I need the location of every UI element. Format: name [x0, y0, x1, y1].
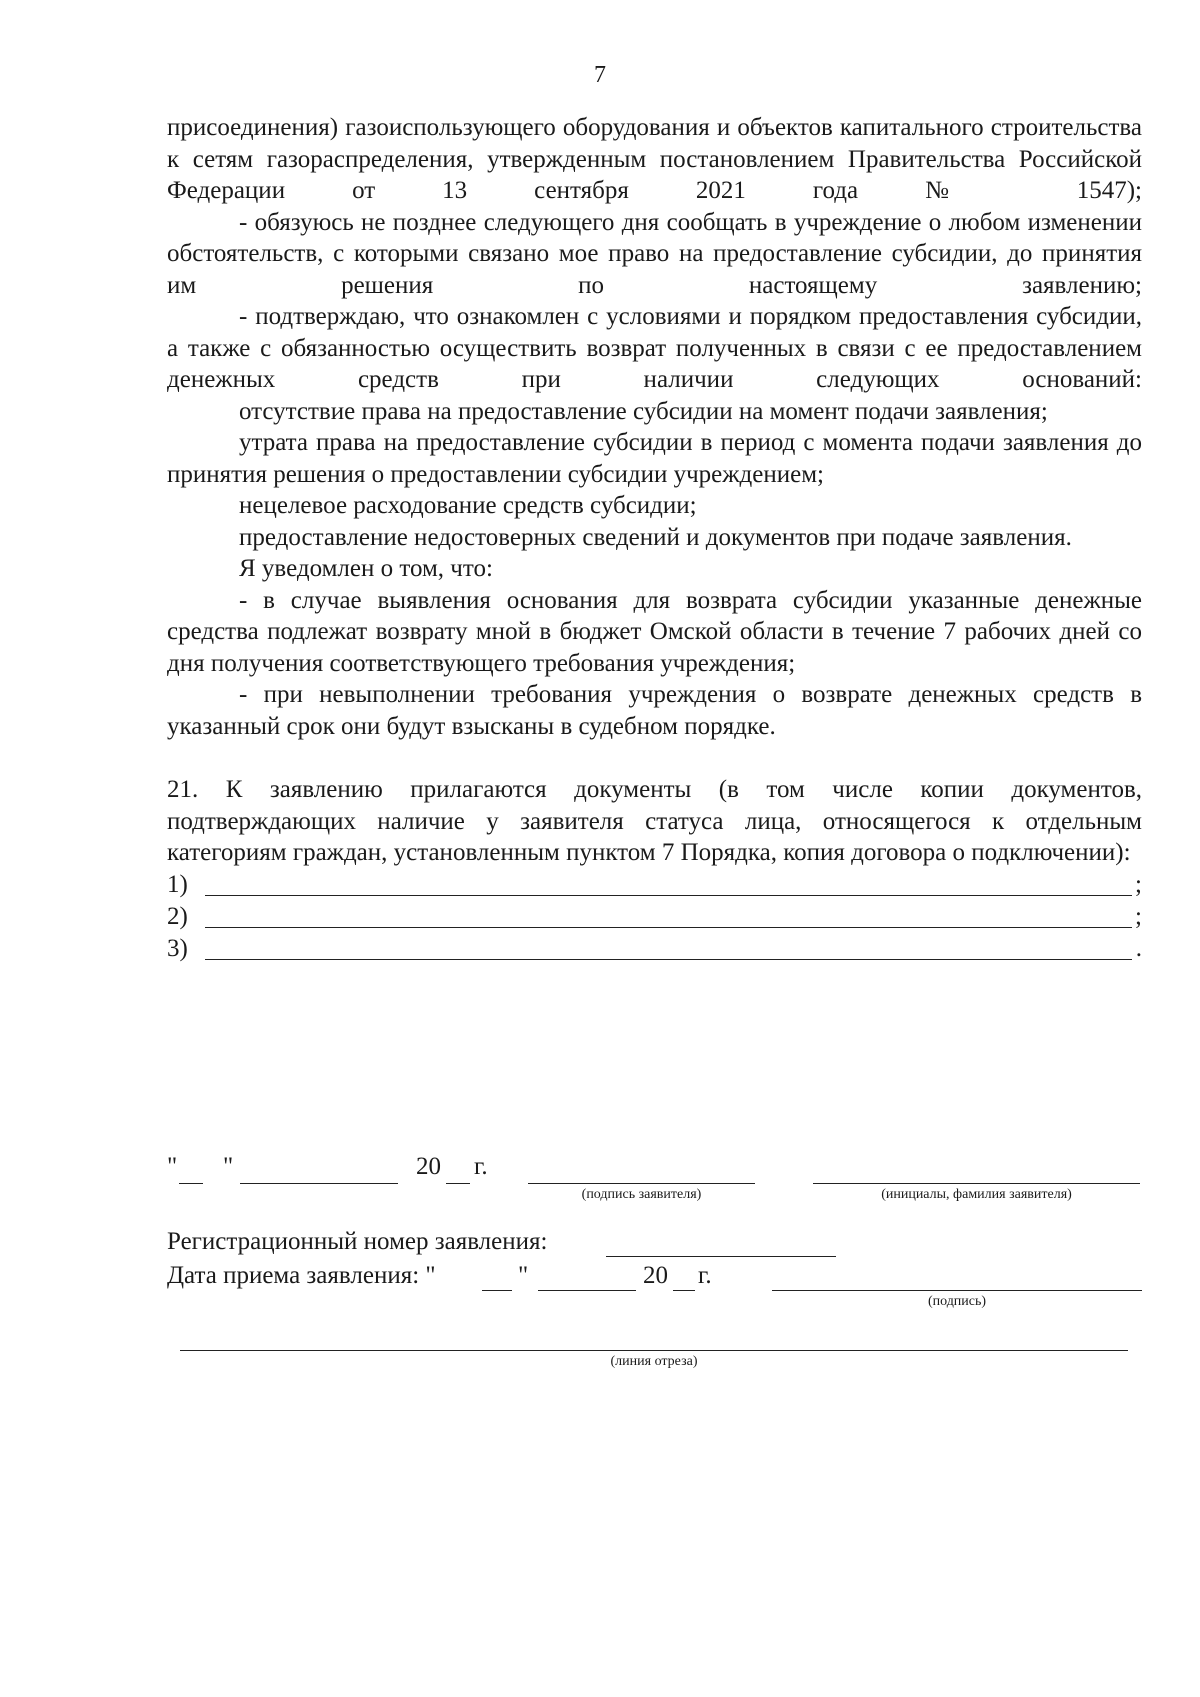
attachment-field-2[interactable]: [205, 927, 1132, 928]
section-21-text: 21. К заявлению прилагаются документы (в том числе копии документов, подтверждающих наличие у заявителя статуса лица, относящегося к отдельным категориям граждан, установленным пунктом 7 Порядка, копия договора о подключении):: [167, 776, 1142, 866]
paragraph-8: Я уведомлен о том, что:: [239, 555, 493, 582]
attachment-number: 3): [167, 934, 188, 962]
paragraph-5: утрата права на предоставление субсидии в период с момента подачи заявления до принятия решения о предоставлении субсидии учреждением;: [167, 429, 1142, 488]
applicant-name-field[interactable]: [813, 1183, 1140, 1184]
acceptance-date-label: Дата приема заявления: ": [167, 1262, 436, 1289]
applicant-signature-field[interactable]: [528, 1183, 755, 1184]
day-field[interactable]: [179, 1183, 203, 1184]
acceptance-month-field[interactable]: [538, 1290, 636, 1291]
paragraph-1: присоединения) газоиспользующего оборудования и объектов капитального строительства к сетям газораспределения, утвержденным постановлением Правительства Российской Федерации от 13 сентября 2021 года № 1547);: [167, 114, 1142, 204]
paragraph-6: нецелевое расходование средств субсидии;: [239, 492, 697, 519]
cut-line: [180, 1350, 1128, 1351]
acceptance-year-field[interactable]: [673, 1290, 695, 1291]
name-caption: (инициалы, фамилия заявителя): [881, 1187, 1072, 1202]
acceptance-signature-caption: (подпись): [927, 1294, 987, 1309]
signature-caption: (подпись заявителя): [581, 1187, 702, 1202]
year-prefix: 20: [416, 1153, 441, 1180]
year-suffix: г.: [474, 1153, 488, 1180]
acceptance-year-prefix: 20: [643, 1262, 668, 1289]
page-number: 7: [594, 62, 606, 88]
attachment-number: 1): [167, 870, 188, 898]
attachment-field-3[interactable]: [205, 959, 1132, 960]
month-field[interactable]: [240, 1183, 398, 1184]
acceptance-day-field[interactable]: [482, 1290, 512, 1291]
year-field[interactable]: [446, 1183, 470, 1184]
paragraph-3: - подтверждаю, что ознакомлен с условиями и порядком предоставления субсидии, а также с обязанностью осуществить возврат полученных в связи с ее предоставлением денежных средств при наличии следующих оснований:: [167, 303, 1142, 393]
registration-number-field[interactable]: [606, 1256, 836, 1257]
paragraph-4: отсутствие права на предоставление субсидии на момент подачи заявления;: [239, 397, 1048, 425]
paragraph-7: предоставление недостоверных сведений и документов при подаче заявления.: [239, 523, 1072, 551]
acceptance-signature-field[interactable]: [772, 1290, 1142, 1291]
attachment-row: [167, 901, 1142, 933]
acceptance-year-suffix: г.: [698, 1262, 712, 1289]
acceptance-quote-close: ": [518, 1262, 529, 1289]
cut-line-caption: (линия отреза): [610, 1354, 698, 1369]
registration-number-label: Регистрационный номер заявления:: [167, 1228, 548, 1255]
attachment-end: ;: [1135, 902, 1142, 930]
attachment-field-1[interactable]: [205, 895, 1132, 896]
attachment-end: ;: [1135, 870, 1142, 898]
attachment-end: .: [1135, 934, 1142, 962]
date-quote-open: ": [167, 1153, 178, 1180]
attachment-row: [167, 933, 1142, 965]
paragraph-9: - в случае выявления основания для возврата субсидии указанные денежные средства подлежат возврату мной в бюджет Омской области в течение 7 рабочих дней со дня получения соответствующего требования учреждения;: [167, 586, 1142, 677]
paragraph-10: - при невыполнении требования учреждения о возврате денежных средств в указанный срок они будут взысканы в судебном порядке.: [167, 681, 1142, 740]
attachment-row: [167, 869, 1142, 901]
body-text: [167, 112, 1142, 965]
attachment-number: 2): [167, 902, 188, 930]
date-quote-close: ": [223, 1153, 234, 1180]
paragraph-2: - обязуюсь не позднее следующего дня сообщать в учреждение о любом изменении обстоятельств, с которыми связано мое право на предоставление субсидии, до принятия им решения по настоящему заявлению;: [167, 208, 1142, 299]
